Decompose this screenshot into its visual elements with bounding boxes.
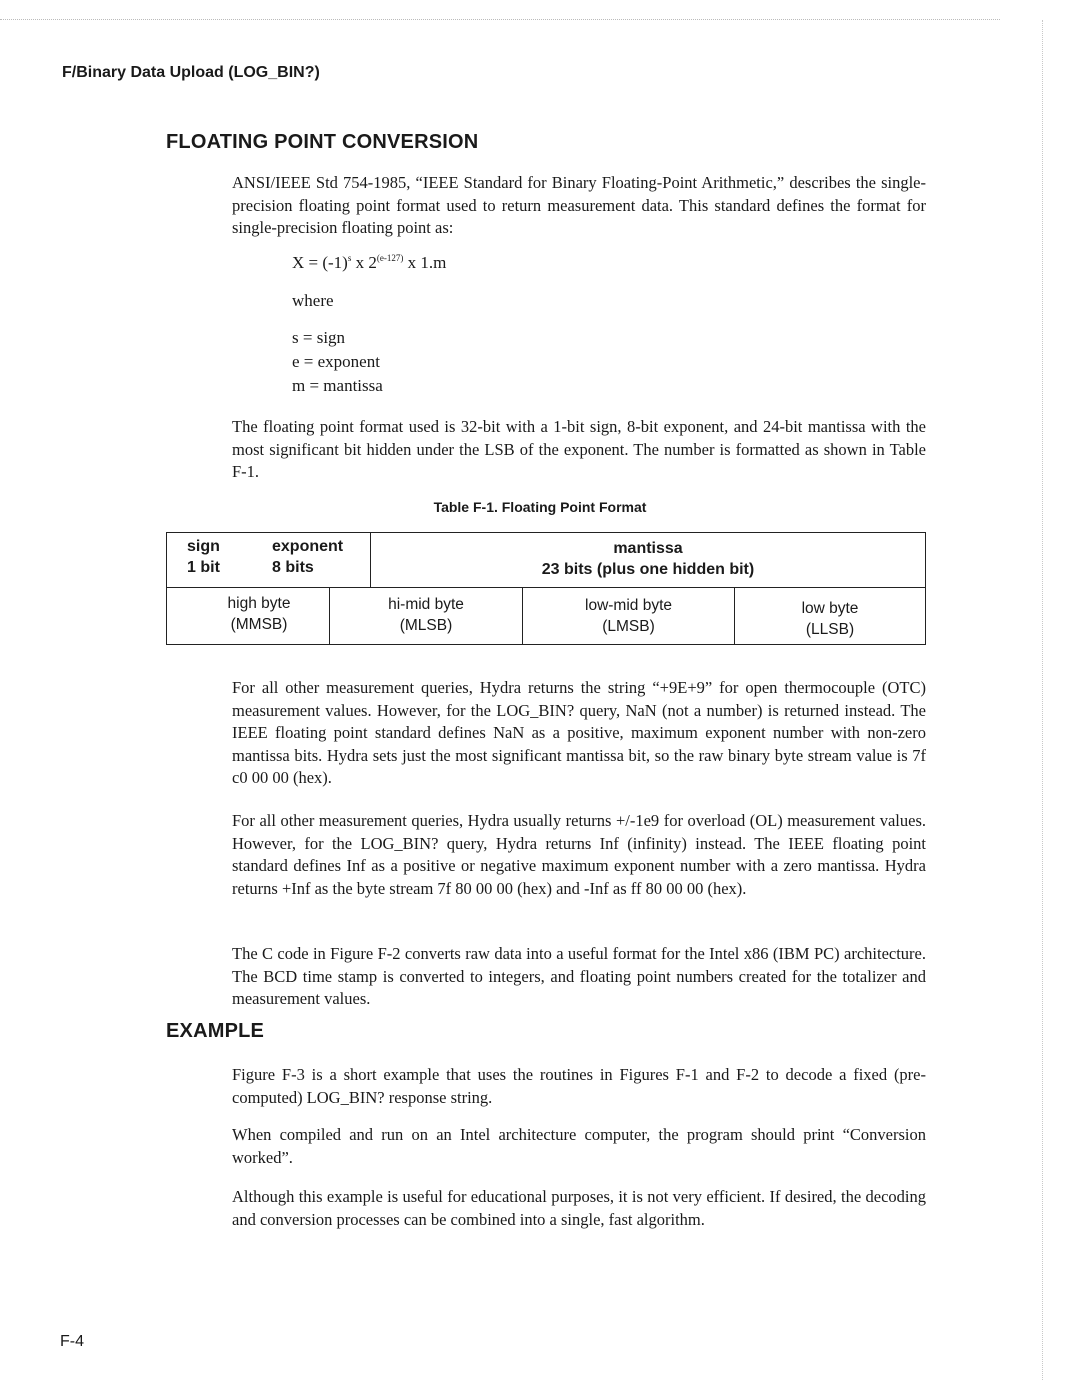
- byte-high-name: high byte: [227, 595, 291, 612]
- sign-label: sign: [187, 538, 220, 555]
- sign-bits: 1 bit: [187, 559, 220, 576]
- mantissa-bits: 23 bits (plus one hidden bit): [541, 561, 755, 578]
- format-table-byte-row: [166, 587, 926, 645]
- nan-paragraph: For all other measurement queries, Hydra returns the string “+9E+9” for open thermocouple (OTC) measurement values. However, for the LOG_BIN? query, NaN (not a number) is returned instead. The IEEE floating point standard defines NaN as a positive, maximum exponent number with non-zero mantissa bits. Hydra sets just the most significant mantissa bit, so the raw binary byte stream value is 7f c0 00 00 (hex).: [232, 678, 926, 787]
- running-header: F/Binary Data Upload (LOG_BIN?): [62, 64, 320, 81]
- def-exponent: e = exponent: [292, 352, 380, 371]
- format-paragraph: The floating point format used is 32-bit with a 1-bit sign, 8-bit exponent, and 24-bit mantissa with the most significant bit hidden under the LSB of the exponent. The number is formatted as shown in Table F-1.: [232, 417, 926, 481]
- example-paragraph-2: When compiled and run on an Intel architecture computer, the program should print “Conversion worked”.: [232, 1125, 926, 1167]
- formula-exponent: (e-127): [376, 253, 404, 263]
- byte-low-name: low byte: [801, 600, 859, 617]
- byte-himid-abbr: (MLSB): [399, 617, 453, 634]
- inf-paragraph: For all other measurement queries, Hydra usually returns +/-1e9 for overload (OL) measurement values. However, for the LOG_BIN? query, Hydra returns Inf (infinity) instead. The IEEE floating point standard defines Inf as a positive or negative maximum exponent number with a zero mantissa. Hydra returns +Inf as the byte stream 7f 80 00 00 (hex) and -Inf as ff 80 00 00 (hex).: [232, 811, 926, 898]
- table-caption: Table F-1. Floating Point Format: [433, 499, 647, 515]
- byte-lowmid-abbr: (LMSB): [602, 618, 655, 635]
- def-sign: s = sign: [292, 328, 346, 347]
- byte-high-abbr: (MMSB): [230, 616, 288, 633]
- page-edge: [1042, 20, 1043, 1380]
- intro-paragraph: ANSI/IEEE Std 754-1985, “IEEE Standard for Binary Floating-Point Arithmetic,” describes the single-precision floating point format used to return measurement data. This standard defines the format for single-precision floating point as:: [232, 173, 926, 237]
- page-number: F-4: [60, 1333, 84, 1350]
- example-paragraph-3: Although this example is useful for educational purposes, it is not very efficient. If desired, the decoding and conversion processes can be combined into a single, fast algorithm.: [232, 1187, 926, 1229]
- section-title-example: EXAMPLE: [166, 1020, 265, 1042]
- exponent-bits: 8 bits: [272, 559, 314, 576]
- mantissa-label: mantissa: [613, 540, 683, 557]
- exponent-label: exponent: [272, 538, 344, 555]
- where-label: where: [292, 291, 334, 310]
- formula-tail: x 1.m: [403, 253, 447, 272]
- formula: [292, 253, 446, 273]
- example-paragraph-1: Figure F-3 is a short example that uses the routines in Figures F-1 and F-2 to decode a fixed (pre-computed) LOG_BIN? response string.: [232, 1065, 926, 1107]
- def-mantissa: m = mantissa: [292, 376, 383, 395]
- byte-himid-name: hi-mid byte: [388, 596, 464, 613]
- section-title-floating-point: FLOATING POINT CONVERSION: [166, 131, 479, 153]
- formula-sign-exponent: s: [347, 253, 352, 263]
- format-table-bit-row: [166, 532, 926, 588]
- top-rule: [0, 19, 1000, 20]
- byte-low-abbr: (LLSB): [805, 621, 855, 638]
- c-code-paragraph: The C code in Figure F-2 converts raw data into a useful format for the Intel x86 (IBM PC) architecture. The BCD time stamp is converted to integers, and floating point numbers created for the totalizer and measurement values.: [232, 944, 926, 1008]
- formula-lhs: X = (-1): [292, 253, 348, 272]
- byte-lowmid-name: low-mid byte: [585, 597, 672, 614]
- formula-mid: x 2: [351, 253, 377, 272]
